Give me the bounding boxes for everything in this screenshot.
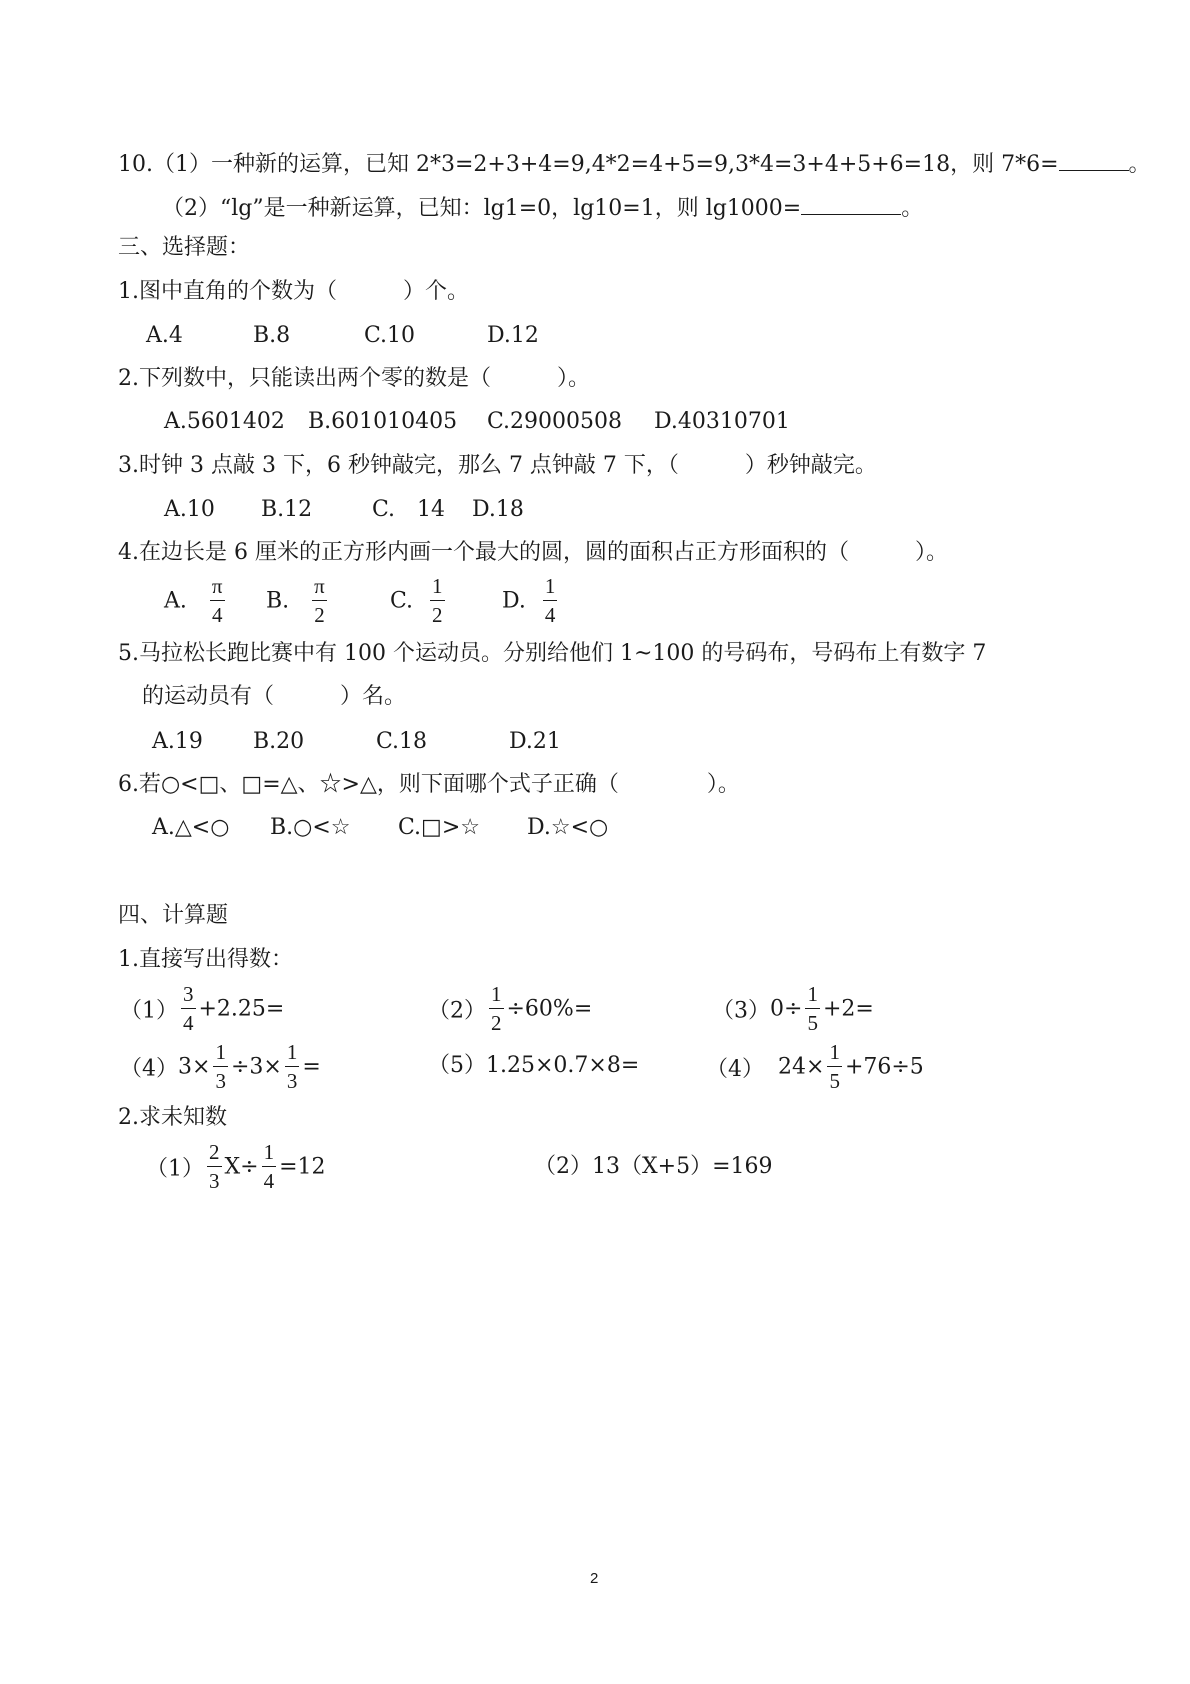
s3-q4-option-a-label: A. xyxy=(164,588,187,614)
equation-fraction-1 xyxy=(207,1142,222,1192)
fraction-numerator: 1 xyxy=(544,574,556,598)
fraction-denominator: 2 xyxy=(314,603,325,627)
s4-q1-title: 1.直接写出得数： xyxy=(118,947,293,972)
calc-fraction-2 xyxy=(285,1042,300,1092)
s3-q1-option-c: C.10 xyxy=(364,323,416,348)
fraction-numerator: 1 xyxy=(215,1040,226,1064)
calc-label: （1） xyxy=(120,998,178,1024)
s3-q2-option-a: A.5601402 xyxy=(164,409,285,434)
section3-title: 三、选择题： xyxy=(118,235,251,260)
calc-fraction-1 xyxy=(213,1042,228,1092)
s3-q6-option-c: C.□>☆ xyxy=(398,815,480,840)
s3-q3-text: 3.时钟 3 点敲 3 下，6 秒钟敲完，那么 7 点钟敲 7 下，（ ）秒钟敲完。 xyxy=(118,453,877,478)
s3-q4-option-b-fraction xyxy=(312,576,327,626)
s3-q3-option-c: C. 14 xyxy=(372,497,446,522)
s3-q1-text: 1.图中直角的个数为（ ）个。 xyxy=(118,279,469,304)
s3-q4-option-c-label: C. xyxy=(390,588,414,614)
s3-q2-option-d: D.40310701 xyxy=(654,409,790,434)
s3-q4-option-d xyxy=(502,576,560,626)
calc-expression-pre: 0÷ xyxy=(770,996,803,1022)
calc-expression: 1.25×0.7×8= xyxy=(486,1053,640,1078)
calc-item-4 xyxy=(120,1042,321,1092)
equation-label: （2） xyxy=(534,1154,592,1179)
s3-q4-option-a xyxy=(164,576,228,626)
fraction-denominator: 2 xyxy=(491,1011,502,1035)
fraction-numerator: π xyxy=(211,574,223,598)
s3-q4-option-c-fraction xyxy=(430,576,445,626)
s3-q4-option-c xyxy=(390,576,448,626)
s3-q4-option-d-fraction xyxy=(543,576,558,626)
s4-q2-title: 2.求未知数 xyxy=(118,1105,227,1130)
s3-q5-option-c: C.18 xyxy=(376,729,428,754)
fraction-denominator: 2 xyxy=(432,603,443,627)
s3-q6-option-b: B.○<☆ xyxy=(270,815,351,840)
fraction-denominator: 3 xyxy=(209,1169,220,1193)
s3-q6-text: 6.若○<□、□=△、☆>△，则下面哪个式子正确（ ）。 xyxy=(118,772,740,797)
page-number: 2 xyxy=(590,1570,599,1587)
fraction-denominator: 4 xyxy=(211,603,223,627)
section4-title: 四、计算题 xyxy=(118,903,229,928)
q10-part2-text: （2）“lg”是一种新运算，已知：lg1=0，lg10=1，则 lg1000= xyxy=(162,196,802,221)
q10-part2-end: 。 xyxy=(901,196,924,221)
s3-q2-option-b: B.601010405 xyxy=(308,409,458,434)
s3-q4-option-a-fraction xyxy=(210,576,225,626)
equation-expression: 13（X+5）=169 xyxy=(592,1154,773,1179)
fraction-denominator: 5 xyxy=(807,1011,818,1035)
calc-label: （5） xyxy=(428,1053,486,1078)
s3-q5-option-d: D.21 xyxy=(509,729,561,754)
s3-q3-option-d: D.18 xyxy=(472,497,524,522)
calc-fraction xyxy=(827,1042,842,1092)
calc-expression: = xyxy=(302,1054,321,1080)
fraction-numerator: 3 xyxy=(183,982,194,1006)
equation-expression-mid: X÷ xyxy=(224,1154,259,1180)
q10-part2 xyxy=(162,190,923,225)
calc-expression: +76÷5 xyxy=(844,1054,924,1080)
s3-q1-option-b: B.8 xyxy=(253,323,291,348)
calc-item-6 xyxy=(706,1042,924,1092)
calc-expression-mid: ÷3× xyxy=(230,1054,282,1080)
s3-q2-option-c: C.29000508 xyxy=(487,409,623,434)
calc-expression: ÷60%= xyxy=(506,996,593,1022)
s3-q3-option-b: B.12 xyxy=(261,497,313,522)
fraction-denominator: 4 xyxy=(183,1011,194,1035)
s3-q5-option-b: B.20 xyxy=(253,729,305,754)
equation-fraction-2 xyxy=(262,1142,277,1192)
fraction-denominator: 5 xyxy=(829,1069,840,1093)
equation-label: （1） xyxy=(146,1156,204,1182)
calc-label: （3） xyxy=(712,998,770,1024)
s3-q4-option-b xyxy=(266,576,330,626)
fraction-numerator: 1 xyxy=(286,1040,298,1064)
calc-label: （4） xyxy=(706,1056,764,1082)
fraction-denominator: 4 xyxy=(263,1169,275,1193)
fraction-numerator: 1 xyxy=(263,1140,275,1164)
calc-item-2 xyxy=(428,984,592,1034)
calc-item-5 xyxy=(428,1050,639,1082)
s3-q5-line1: 5.马拉松长跑比赛中有 100 个运动员。分别给他们 1~100 的号码布，号码布上有数字 7 xyxy=(118,641,987,666)
calc-fraction xyxy=(805,984,820,1034)
fraction-numerator: 1 xyxy=(432,574,443,598)
equation-item-2 xyxy=(534,1151,773,1183)
equation-item-1 xyxy=(146,1142,326,1192)
q10-part1-blank[interactable] xyxy=(1059,146,1129,171)
equation-expression: =12 xyxy=(279,1154,326,1180)
s3-q4-option-d-label: D. xyxy=(502,588,526,614)
fraction-numerator: π xyxy=(314,574,325,598)
s3-q6-option-a: A.△<○ xyxy=(152,815,230,840)
calc-item-3 xyxy=(712,984,874,1034)
calc-expression-pre: 3× xyxy=(178,1054,211,1080)
calc-label: （2） xyxy=(428,998,486,1024)
s3-q4-text: 4.在边长是 6 厘米的正方形内画一个最大的圆，圆的面积占正方形面积的（ ）。 xyxy=(118,540,948,565)
q10-part1 xyxy=(118,146,1151,181)
s3-q1-option-a: A.4 xyxy=(146,323,183,348)
s3-q5-option-a: A.19 xyxy=(152,729,203,754)
s3-q4-option-b-label: B. xyxy=(266,588,290,614)
fraction-denominator: 3 xyxy=(286,1069,298,1093)
calc-expression: +2= xyxy=(822,996,874,1022)
calc-fraction xyxy=(181,984,196,1034)
fraction-denominator: 3 xyxy=(215,1069,226,1093)
calc-fraction xyxy=(489,984,504,1034)
s3-q5-line2: 的运动员有（ ）名。 xyxy=(142,684,407,709)
fraction-denominator: 4 xyxy=(544,603,556,627)
q10-part2-blank[interactable] xyxy=(801,190,901,215)
fraction-numerator: 1 xyxy=(829,1040,840,1064)
fraction-numerator: 2 xyxy=(209,1140,220,1164)
calc-expression: +2.25= xyxy=(198,996,285,1022)
fraction-numerator: 1 xyxy=(807,982,818,1006)
calc-expression-pre: 24× xyxy=(778,1054,825,1080)
s3-q6-option-d: D.☆<○ xyxy=(527,815,609,840)
calc-item-1 xyxy=(120,984,284,1034)
s3-q3-option-a: A.10 xyxy=(164,497,215,522)
fraction-numerator: 1 xyxy=(491,982,502,1006)
s3-q2-text: 2.下列数中，只能读出两个零的数是（ ）。 xyxy=(118,366,590,391)
s3-q1-option-d: D.12 xyxy=(487,323,539,348)
q10-part1-end: 。 xyxy=(1128,152,1151,177)
q10-part1-text: 10.（1）一种新的运算，已知 2*3=2+3+4=9,4*2=4+5=9,3*4=3+4+5+6=18，则 7*6= xyxy=(118,152,1059,177)
calc-label: （4） xyxy=(120,1056,178,1082)
